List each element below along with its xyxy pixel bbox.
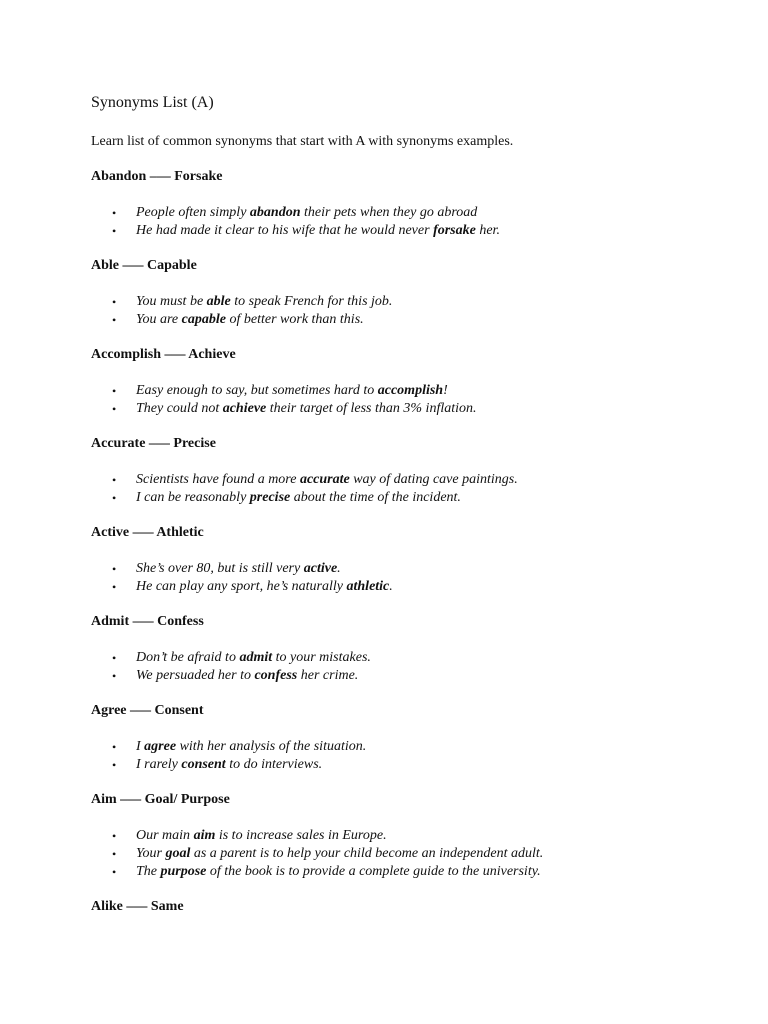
bullet-icon: • — [112, 669, 117, 683]
intro-paragraph: Learn list of common synonyms that start with A with synonyms examples. — [91, 134, 514, 149]
example-sentence: • You must be able to speak French for this job. — [112, 294, 393, 309]
highlighted-word: aim — [193, 828, 216, 843]
synonym-pair-heading: Able –— Capable — [91, 258, 197, 273]
highlighted-word: capable — [181, 312, 226, 327]
example-list — [91, 204, 711, 240]
synonym-section — [91, 168, 711, 240]
bullet-icon: • — [112, 313, 117, 327]
example-sentence: • Your goal as a parent is to help your child become an independent adult. — [112, 846, 544, 861]
highlighted-word: abandon — [249, 205, 301, 220]
bullet-icon: • — [112, 206, 117, 220]
synonym-section — [91, 898, 711, 916]
highlighted-word: achieve — [222, 401, 267, 416]
bullet-icon: • — [112, 865, 117, 879]
bullet-icon: • — [112, 402, 117, 416]
document-page — [91, 92, 711, 916]
example-sentence: • I agree with her analysis of the situation. — [112, 739, 367, 754]
synonym-pair-heading: Admit –— Confess — [91, 614, 204, 629]
example-list — [91, 560, 711, 596]
highlighted-word: accomplish — [377, 383, 444, 398]
example-sentence: • I rarely consent to do interviews. — [112, 757, 323, 772]
highlighted-word: active — [303, 561, 338, 576]
example-list — [91, 293, 711, 329]
synonym-section — [91, 435, 711, 507]
highlighted-word: athletic — [346, 579, 390, 594]
bullet-icon: • — [112, 651, 117, 665]
synonym-section — [91, 346, 711, 418]
highlighted-word: admit — [239, 650, 273, 665]
example-sentence: • I can be reasonably precise about the time of the incident. — [112, 490, 461, 505]
bullet-icon: • — [112, 224, 117, 238]
highlighted-word: agree — [144, 739, 177, 754]
example-sentence: • They could not achieve their target of less than 3% inflation. — [112, 401, 477, 416]
bullet-icon: • — [112, 491, 117, 505]
highlighted-word: able — [206, 294, 231, 309]
bullet-icon: • — [112, 384, 117, 398]
synonym-section — [91, 257, 711, 329]
example-list — [91, 382, 711, 418]
bullet-icon: • — [112, 580, 117, 594]
example-list — [91, 649, 711, 685]
highlighted-word: forsake — [433, 223, 476, 238]
bullet-icon: • — [112, 829, 117, 843]
highlighted-word: confess — [254, 668, 298, 683]
example-list — [91, 827, 711, 881]
synonym-pair-heading: Accurate –— Precise — [91, 436, 216, 451]
bullet-icon: • — [112, 740, 117, 754]
synonym-section — [91, 613, 711, 685]
highlighted-word: consent — [181, 757, 226, 772]
example-sentence: • Our main aim is to increase sales in Europe. — [112, 828, 387, 843]
bullet-icon: • — [112, 562, 117, 576]
bullet-icon: • — [112, 758, 117, 772]
page-title: Synonyms List (A) — [91, 94, 214, 111]
synonym-pair-heading: Accomplish –— Achieve — [91, 347, 236, 362]
example-sentence: • Scientists have found a more accurate way of dating cave paintings. — [112, 472, 518, 487]
example-list — [91, 738, 711, 774]
synonym-pair-heading: Alike –— Same — [91, 899, 184, 914]
highlighted-word: goal — [165, 846, 191, 861]
synonym-section — [91, 702, 711, 774]
synonym-pair-heading: Active –— Athletic — [91, 525, 204, 540]
highlighted-word: purpose — [160, 864, 207, 879]
example-sentence: • The purpose of the book is to provide a complete guide to the university. — [112, 864, 541, 879]
example-sentence: • He can play any sport, he’s naturally athletic. — [112, 579, 393, 594]
synonym-pair-heading: Abandon –— Forsake — [91, 169, 223, 184]
synonym-section — [91, 524, 711, 596]
example-sentence: • Easy enough to say, but sometimes hard to accomplish! — [112, 383, 448, 398]
example-sentence: • She’s over 80, but is still very active. — [112, 561, 341, 576]
bullet-icon: • — [112, 847, 117, 861]
bullet-icon: • — [112, 295, 117, 309]
example-sentence: • People often simply abandon their pets when they go abroad — [112, 205, 478, 220]
highlighted-word: accurate — [299, 472, 350, 487]
example-sentence: • We persuaded her to confess her crime. — [112, 668, 359, 683]
example-list — [91, 471, 711, 507]
highlighted-word: precise — [249, 490, 291, 505]
example-sentence: • He had made it clear to his wife that he would never forsake her. — [112, 223, 500, 238]
synonym-section — [91, 791, 711, 881]
example-sentence: • You are capable of better work than this. — [112, 312, 364, 327]
synonym-pair-heading: Aim –— Goal/ Purpose — [91, 792, 230, 807]
synonym-pair-heading: Agree –— Consent — [91, 703, 204, 718]
example-sentence: • Don’t be afraid to admit to your mistakes. — [112, 650, 371, 665]
bullet-icon: • — [112, 473, 117, 487]
